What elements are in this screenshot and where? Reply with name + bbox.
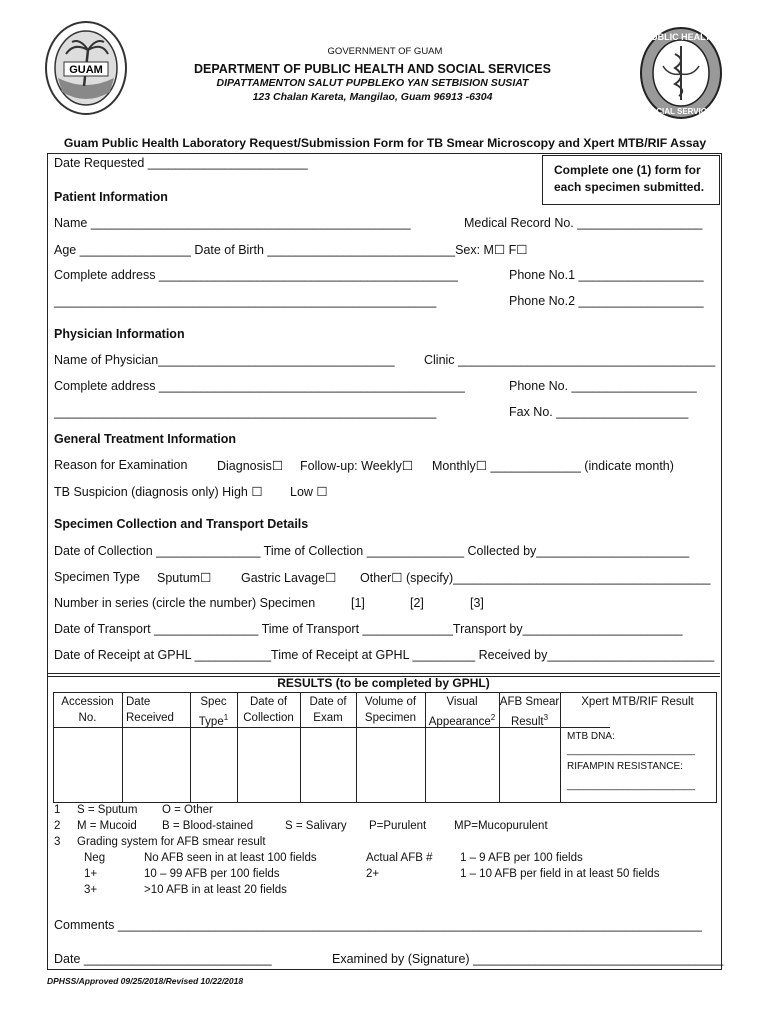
grade-2plus: 2+: [366, 868, 380, 880]
series-label: Number in series (circle the number) Specimen: [54, 596, 316, 610]
date-requested-field[interactable]: Date Requested _______________________: [54, 156, 308, 170]
patient-name-field[interactable]: Name ______________________________________________: [54, 216, 411, 230]
footnote-2d: P=Purulent: [369, 820, 427, 832]
footnote-number-3: 3: [54, 836, 61, 848]
physician-name-field[interactable]: Name of Physician__________________________________: [54, 353, 395, 367]
patient-address-field[interactable]: Complete address ___________________________________________: [54, 268, 458, 282]
footer-revision: DPHSS/Approved 09/25/2018/Revised 10/22/2018: [47, 976, 244, 986]
col-xpert: Xpert MTB/RIF Result: [581, 696, 694, 708]
specimen-heading: Specimen Collection and Transport Details: [54, 517, 309, 531]
phone1-field[interactable]: Phone No.1 __________________: [509, 268, 704, 282]
grade-2plus-desc: 1 – 10 AFB per field in at least 50 fields: [460, 868, 660, 880]
footnote-2c: S = Salivary: [285, 820, 347, 832]
grade-3plus: 3+: [84, 884, 98, 896]
footnote-1a: S = Sputum: [77, 804, 138, 816]
patient-address2-field[interactable]: _______________________________________________________: [54, 294, 437, 308]
phone2-field[interactable]: Phone No.2 __________________: [509, 294, 704, 308]
examined-by-field[interactable]: Examined by (Signature) ____________________________________: [332, 952, 724, 966]
mtb-dna-line[interactable]: _______________________: [567, 745, 695, 756]
fax-field[interactable]: Fax No. ___________________: [509, 405, 689, 419]
series-option-1[interactable]: [1]: [351, 596, 365, 610]
footnote-number-1: 1: [54, 804, 61, 816]
footnote-1b: O = Other: [162, 804, 213, 816]
date-field[interactable]: Date ___________________________: [54, 952, 272, 966]
medical-record-field[interactable]: Medical Record No. __________________: [464, 216, 703, 230]
notice-text: Complete one (1) form for each specimen submitted.: [554, 163, 705, 194]
comments-field[interactable]: Comments ____________________________________________________________________________________: [54, 918, 702, 932]
col-accession: Accession No.: [61, 696, 114, 724]
footnote-3: Grading system for AFB smear result: [77, 836, 266, 848]
rif-label: RIFAMPIN RESISTANCE:: [567, 761, 683, 772]
followup-weekly-checkbox[interactable]: Follow-up: Weekly☐: [300, 459, 414, 473]
gastric-lavage-checkbox[interactable]: Gastric Lavage☐: [241, 571, 337, 585]
grade-1plus-desc: 10 – 99 AFB per 100 fields: [144, 868, 280, 880]
receipt-fields[interactable]: Date of Receipt at GPHL ___________Time of Receipt at GPHL _________ Received by________________________: [54, 648, 715, 662]
diagnosis-checkbox[interactable]: Diagnosis☐: [217, 459, 284, 473]
patient-info-heading: Patient Information: [54, 190, 168, 204]
physician-address-field[interactable]: Complete address ____________________________________________: [54, 379, 465, 393]
specimen-type-label: Specimen Type: [54, 570, 140, 584]
physician-phone-field[interactable]: Phone No. __________________: [509, 379, 697, 393]
footnote-2a: M = Mucoid: [77, 820, 137, 832]
age-dob-sex-field[interactable]: Age ________________ Date of Birth ___________________________Sex: M☐ F☐: [54, 243, 528, 257]
treatment-heading: General Treatment Information: [54, 432, 236, 446]
reason-label: Reason for Examination: [54, 458, 188, 472]
rif-line[interactable]: _______________________: [567, 780, 695, 791]
svg-text:PUBLIC HEALTH: PUBLIC HEALTH: [645, 32, 717, 42]
grade-3plus-desc: >10 AFB in at least 20 fields: [144, 884, 287, 896]
results-heading: RESULTS (to be completed by GPHL): [277, 676, 490, 690]
col-spec-type: Spec Type$^1$: [198, 696, 229, 728]
physician-address2-field[interactable]: _______________________________________________________: [54, 405, 437, 419]
physician-info-heading: Physician Information: [54, 327, 185, 341]
form-title: Guam Public Health Laboratory Request/Submission Form for TB Smear Microscopy and Xpert MTB/RIF Assay: [63, 136, 707, 150]
grade-1plus: 1+: [84, 868, 98, 880]
col-visual: Visual Appearance$^2$: [428, 696, 496, 728]
grade-neg: Neg: [84, 852, 106, 864]
col-afb-smear: AFB Smear Result$^3$: [499, 696, 560, 728]
other-specimen-checkbox[interactable]: Other☐ (specify)_____________________________________: [360, 571, 711, 585]
col-date-exam: Date of Exam: [309, 696, 347, 724]
series-option-2[interactable]: [2]: [410, 596, 424, 610]
grade-actual: Actual AFB #: [366, 852, 433, 864]
seal-left-text: GUAM: [69, 64, 103, 76]
sputum-checkbox[interactable]: Sputum☐: [157, 571, 212, 585]
grade-neg-desc: No AFB seen in at least 100 fields: [144, 852, 317, 864]
clinic-field[interactable]: Clinic _____________________________________: [424, 353, 716, 367]
col-date-received: Date Received: [126, 696, 174, 724]
grade-actual-desc: 1 – 9 AFB per 100 fields: [460, 852, 583, 864]
monthly-checkbox[interactable]: Monthly☐ _____________ (indicate month): [432, 459, 674, 473]
collection-fields[interactable]: Date of Collection _______________ Time of Collection ______________ Collected by______________________: [54, 544, 690, 558]
department-chamorro: DIPATTAMENTON SALUT PUPBLEKO YAN SETBISION SUSIAT: [216, 77, 529, 89]
suspicion-low-checkbox[interactable]: Low ☐: [290, 485, 328, 499]
footnote-2b: B = Blood-stained: [162, 820, 254, 832]
col-date-collection: Date of Collection: [243, 696, 294, 724]
transport-fields[interactable]: Date of Transport _______________ Time of Transport _____________Transport by_______________________: [54, 622, 683, 636]
government-line: GOVERNMENT OF GUAM: [327, 46, 443, 57]
department-title: DEPARTMENT OF PUBLIC HEALTH AND SOCIAL SERVICES: [194, 62, 551, 76]
series-option-3[interactable]: [3]: [470, 596, 484, 610]
footnote-2e: MP=Mucopurulent: [454, 820, 548, 832]
svg-text:SOCIAL SERVICES: SOCIAL SERVICES: [644, 107, 718, 116]
footnote-number-2: 2: [54, 820, 61, 832]
col-volume: Volume of Specimen: [364, 696, 417, 724]
mtb-dna-label: MTB DNA:: [567, 731, 615, 742]
department-address: 123 Chalan Kareta, Mangilao, Guam 96913 -6304: [252, 91, 493, 103]
suspicion-high-checkbox[interactable]: TB Suspicion (diagnosis only) High ☐: [54, 485, 263, 499]
